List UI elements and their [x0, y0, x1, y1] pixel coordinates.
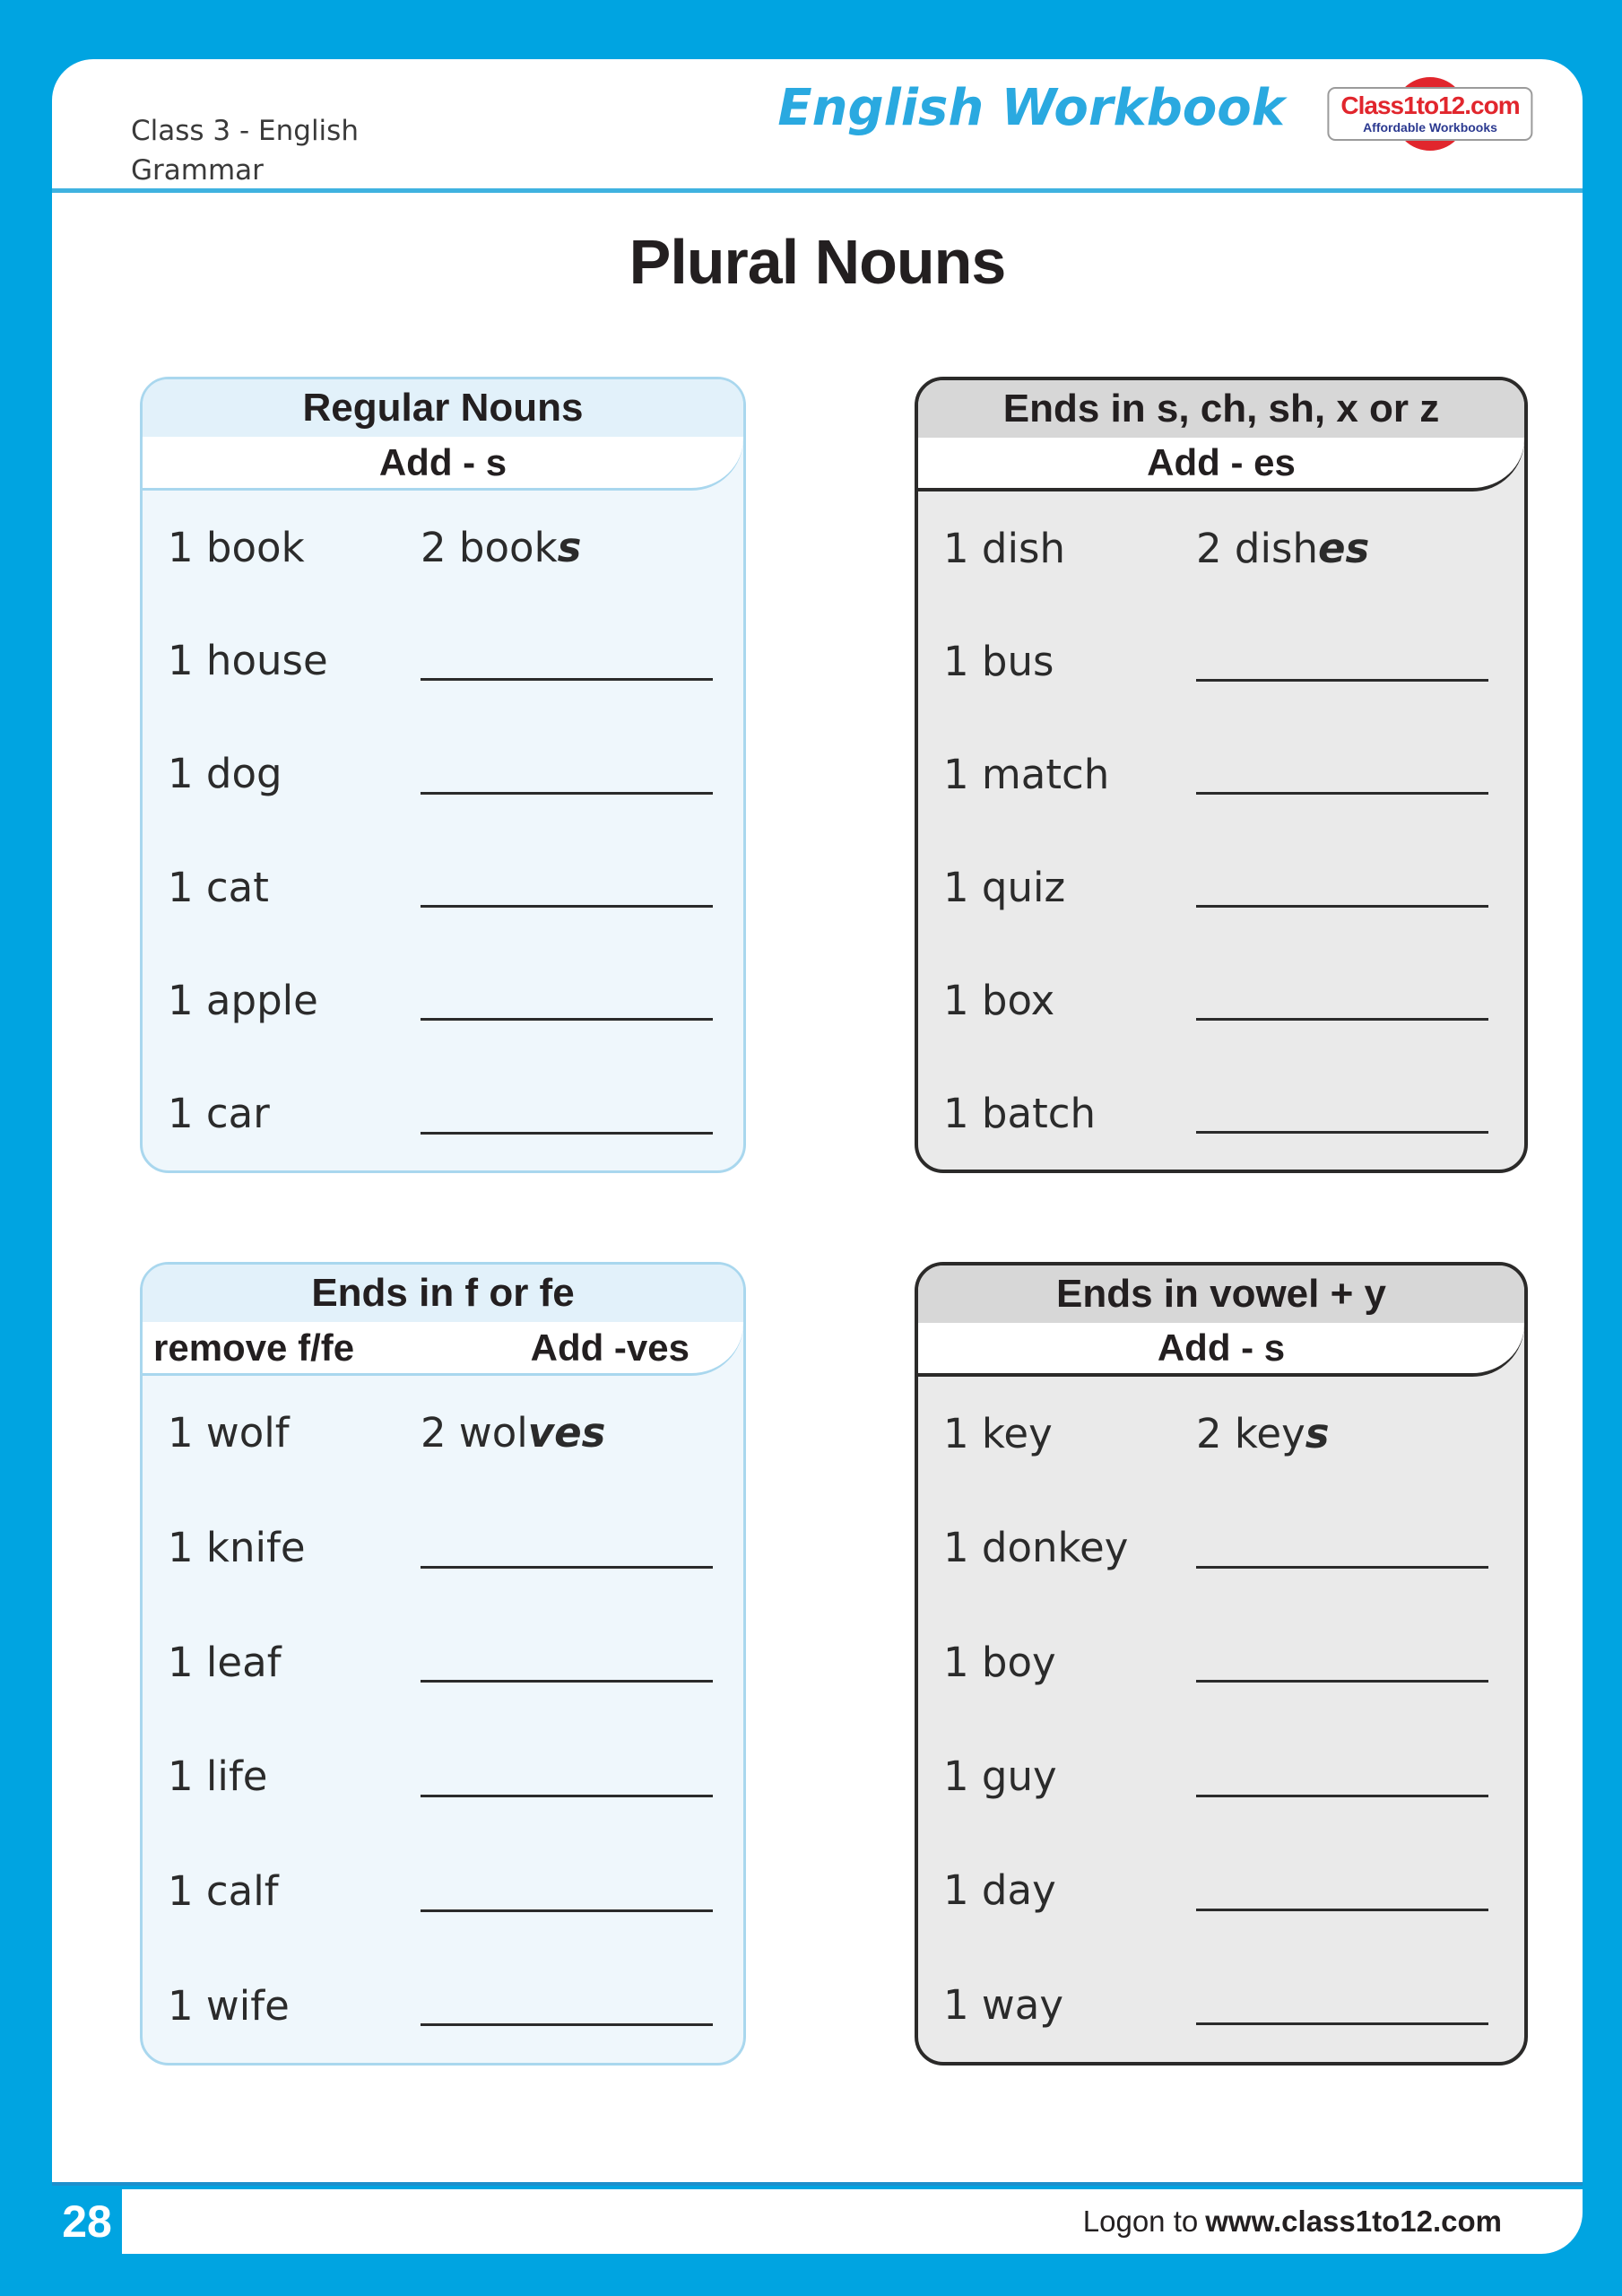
answer-blank[interactable] — [1196, 1756, 1488, 1797]
singular-noun-label: 1 dish — [943, 524, 1065, 572]
noun-row — [143, 831, 743, 944]
singular-noun-label: 1 bus — [943, 637, 1054, 685]
worksheet-card — [52, 59, 1583, 2186]
answer-blank[interactable] — [1196, 1870, 1488, 1911]
noun-row — [918, 1377, 1524, 1491]
singular-noun-label: 1 leaf — [168, 1638, 282, 1686]
answer-blank[interactable] — [421, 979, 713, 1021]
plural-answer-base: 2 key — [1196, 1410, 1305, 1458]
panel-title: Regular Nouns — [143, 379, 743, 437]
class-grade-label: Class 3 - English — [131, 115, 359, 147]
singular-noun-label: 1 box — [943, 976, 1055, 1024]
noun-row — [143, 944, 743, 1057]
logo-tagline: Affordable Workbooks — [1363, 120, 1497, 135]
plural-answer — [421, 1409, 605, 1457]
class1to12-logo — [1314, 61, 1547, 167]
singular-noun-label: 1 boy — [943, 1638, 1056, 1686]
answer-blank[interactable] — [1196, 753, 1488, 795]
panel-rule-right: Add -ves — [530, 1326, 690, 1369]
plural-answer — [421, 524, 581, 571]
page-number: 28 — [62, 2196, 112, 2247]
noun-row — [918, 1605, 1524, 1719]
panel-title: Ends in f or fe — [143, 1265, 743, 1322]
answer-blank[interactable] — [1196, 640, 1488, 682]
answer-blank[interactable] — [421, 753, 713, 795]
singular-noun-label: 1 wolf — [168, 1409, 290, 1457]
singular-noun-label: 1 house — [168, 636, 328, 684]
noun-row — [143, 1719, 743, 1834]
plural-suffix: s — [1305, 1410, 1330, 1458]
noun-row — [918, 1491, 1524, 1605]
singular-noun-label: 1 quiz — [943, 863, 1066, 911]
singular-noun-label: 1 key — [943, 1410, 1053, 1458]
singular-noun-label: 1 way — [943, 1980, 1063, 2029]
page-title: Plural Nouns — [629, 227, 1006, 297]
noun-row — [143, 1605, 743, 1719]
header-divider — [52, 188, 1583, 193]
rule-panel-ends-s-ch-sh-x-z — [915, 377, 1528, 1173]
answer-blank[interactable] — [421, 866, 713, 908]
noun-row — [143, 1948, 743, 2063]
panel-title: Ends in s, ch, sh, x or z — [918, 380, 1524, 438]
panel-rule: Add - s — [918, 1323, 1524, 1377]
panel-rows — [918, 491, 1524, 1170]
footer-bar — [122, 2189, 1583, 2254]
panel-rule-left: remove f/fe — [153, 1326, 355, 1369]
rule-panel-regular-nouns — [140, 377, 746, 1173]
noun-row — [918, 1833, 1524, 1947]
panel-rows — [143, 491, 743, 1170]
plural-suffix: es — [1317, 524, 1370, 572]
answer-blank[interactable] — [421, 1527, 713, 1569]
logo-site-name: Class1to12.com — [1340, 91, 1520, 119]
noun-row — [143, 1491, 743, 1605]
singular-noun-label: 1 guy — [943, 1752, 1057, 1801]
singular-noun-label: 1 wife — [168, 1981, 290, 2030]
plural-answer — [1196, 1410, 1330, 1457]
panel-rule: Add - es — [918, 438, 1524, 491]
answer-blank[interactable] — [421, 1093, 713, 1135]
noun-row — [143, 491, 743, 604]
answer-blank[interactable] — [421, 1985, 713, 2026]
header-meta — [131, 111, 359, 190]
plural-answer — [1196, 525, 1369, 572]
answer-blank[interactable] — [421, 1641, 713, 1683]
plural-suffix: ves — [527, 1409, 606, 1457]
noun-row — [918, 1057, 1524, 1170]
panel-rows — [143, 1376, 743, 2063]
singular-noun-label: 1 calf — [168, 1867, 279, 1916]
panel-rows — [918, 1377, 1524, 2062]
singular-noun-label: 1 day — [943, 1866, 1056, 1915]
logo-plate — [1327, 87, 1532, 141]
answer-blank[interactable] — [421, 1871, 713, 1912]
singular-noun-label: 1 book — [168, 523, 305, 571]
singular-noun-label: 1 match — [943, 750, 1110, 798]
plural-answer-base: 2 book — [421, 523, 558, 571]
singular-noun-label: 1 donkey — [943, 1524, 1129, 1572]
noun-row — [918, 604, 1524, 718]
noun-row — [918, 944, 1524, 1057]
answer-blank[interactable] — [1196, 1984, 1488, 2025]
answer-blank[interactable] — [1196, 866, 1488, 908]
plural-answer-base: 2 dish — [1196, 524, 1318, 572]
singular-noun-label: 1 knife — [168, 1524, 306, 1571]
rule-panel-ends-f-fe — [140, 1262, 746, 2066]
noun-row — [143, 718, 743, 831]
singular-noun-label: 1 car — [168, 1090, 270, 1138]
answer-blank[interactable] — [1196, 979, 1488, 1021]
noun-row — [143, 1057, 743, 1170]
answer-blank[interactable] — [421, 639, 713, 681]
noun-row — [143, 1376, 743, 1491]
noun-row — [143, 1834, 743, 1949]
noun-row — [918, 491, 1524, 604]
noun-row — [918, 1948, 1524, 2062]
singular-noun-label: 1 dog — [168, 750, 282, 798]
noun-row — [918, 718, 1524, 831]
singular-noun-label: 1 apple — [168, 976, 318, 1024]
logon-text: Logon to — [1082, 2205, 1199, 2238]
answer-blank[interactable] — [1196, 1527, 1488, 1569]
noun-row — [918, 1719, 1524, 1833]
singular-noun-label: 1 cat — [168, 863, 269, 911]
noun-row — [143, 604, 743, 717]
plural-suffix: s — [557, 523, 582, 571]
singular-noun-label: 1 life — [168, 1752, 268, 1801]
plural-answer-base: 2 wol — [421, 1409, 528, 1457]
answer-blank[interactable] — [421, 1756, 713, 1797]
site-url: www.class1to12.com — [1205, 2205, 1502, 2238]
rule-panel-ends-vowel-y — [915, 1262, 1528, 2066]
answer-blank[interactable] — [1196, 1092, 1488, 1134]
panel-rule: Add - s — [143, 437, 743, 491]
answer-blank[interactable] — [1196, 1641, 1488, 1683]
panel-title: Ends in vowel + y — [918, 1265, 1524, 1323]
workbook-title: English Workbook — [777, 79, 1285, 137]
subject-label: Grammar — [131, 154, 264, 187]
panel-rule — [143, 1322, 743, 1376]
noun-row — [918, 831, 1524, 944]
singular-noun-label: 1 batch — [943, 1089, 1096, 1137]
